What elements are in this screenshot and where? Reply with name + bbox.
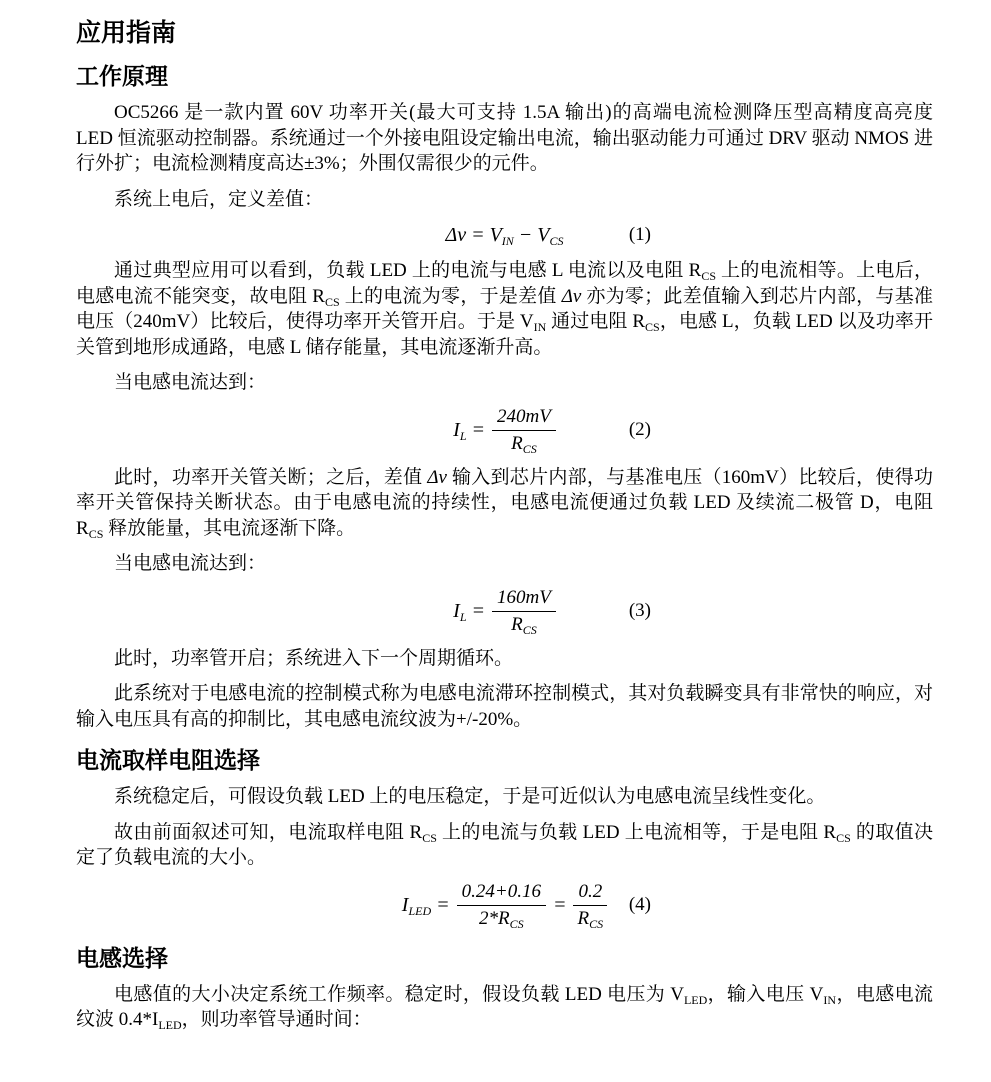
fraction xyxy=(492,406,556,455)
formula-term: $I_{LED}$ = xyxy=(401,894,450,918)
fraction-numerator: 0.2 xyxy=(573,881,607,906)
formula-block xyxy=(76,406,933,455)
formula-term: $\Delta v = V_{IN} - V_{CS}$ xyxy=(445,224,564,248)
section-heading: 电感选择 xyxy=(76,944,168,971)
fraction-numerator: 160mV xyxy=(492,587,556,612)
document-content xyxy=(76,18,933,1033)
equation-number: (3) xyxy=(628,600,651,621)
formula-equation xyxy=(402,881,607,930)
formula-term: $I_L$ = xyxy=(453,600,486,624)
fraction-numerator: 240mV xyxy=(492,406,556,431)
formula-block xyxy=(76,587,933,636)
fraction-numerator: 0.24+0.16 xyxy=(457,881,546,906)
paragraph: 通过典型应用可以看到，负载 LED 上的电流与电感 L 电流以及电阻 $R_{CS}$ 上的电流相等。上电后，电感电流不能突变，故电阻 $R_{CS}$ 上的电流为零，于是差值 Δv 亦为零；此差值输入到芯片内部，与基准电压（240mV）比较后，使得功率开关管开启。于是 $V_{IN}$ 通过电阻 $R_{CS}$，电感 L，负载 LED 以及功率开关管到地形成通路，电感 L 储存能量，其电流逐渐升高。 xyxy=(76,260,933,358)
formula-block xyxy=(76,881,933,930)
paragraph: 故由前面叙述可知，电流取样电阻 $R_{CS}$ 上的电流与负载 LED 上电流相等，于是电阻 $R_{CS}$ 的取值决定了负载电流的大小。 xyxy=(76,821,933,868)
paragraph: 此时，功率开关管关断；之后，差值 Δv 输入到芯片内部，与基准电压（160mV）比较后，使得功率开关管保持关断状态。由于电感电流的持续性，电感电流便通过负载 LED 及续流二极管 D，电阻 $R_{CS}$ 释放能量，其电流逐渐下降。 xyxy=(76,466,933,541)
formula-term: $I_L$ = xyxy=(453,419,486,443)
paragraph: 系统稳定后，可假设负载 LED 上的电压稳定，于是可近似认为电感电流呈线性变化。 xyxy=(114,786,826,807)
formula-equation xyxy=(453,406,556,455)
paragraph: 此时，功率管开启；系统进入下一个周期循环。 xyxy=(114,647,514,669)
equation-number: (4) xyxy=(628,894,651,915)
paragraph: 当电感电流达到： xyxy=(114,553,267,574)
formula-block xyxy=(76,222,933,248)
fraction xyxy=(457,881,546,930)
fraction-denominator: $R_{CS}$ xyxy=(577,907,604,931)
fraction xyxy=(573,881,607,930)
section-heading: 电流取样电阻选择 xyxy=(76,747,260,773)
paragraph: 此系统对于电感电流的控制模式称为电感电流滞环控制模式，其对负载瞬变具有非常快的响应，对输入电压具有高的抑制比，其电感电流纹波为+/-20%。 xyxy=(76,683,933,730)
fraction-denominator: $2*R_{CS}$ xyxy=(478,907,524,931)
formula-term: = xyxy=(552,894,567,916)
fraction xyxy=(492,587,556,636)
equation-number: (2) xyxy=(628,419,651,440)
fraction-denominator: $R_{CS}$ xyxy=(511,613,537,637)
formula-equation xyxy=(453,587,556,636)
paragraph: 系统上电后，定义差值： xyxy=(114,188,324,210)
section-heading: 工作原理 xyxy=(76,63,168,89)
paragraph: OC5266 是一款内置 60V 功率开关(最大可支持 1.5A 输出)的高端电流检测降压型高精度高亮度 LED 恒流驱动控制器。系统通过一个外接电阻设定输出电流，输出驱动能力可通过 DRV 驱动 NMOS 进行外扩；电流检测精度高达±3%；外围仅需很少的元件。 xyxy=(76,102,933,174)
doc-title-heading: 应用指南 xyxy=(76,19,177,47)
fraction-denominator: $R_{CS}$ xyxy=(511,432,537,456)
formula-equation xyxy=(445,222,563,248)
paragraph: 电感值的大小决定系统工作频率。稳定时，假设负载 LED 电压为 $V_{LED}$，输入电压 $V_{IN}$，电感电流纹波 $0.4*I_{LED}$，则功率管导通时间： xyxy=(76,983,933,1032)
paragraph: 当电感电流达到： xyxy=(114,372,267,393)
equation-number: (1) xyxy=(628,224,651,245)
